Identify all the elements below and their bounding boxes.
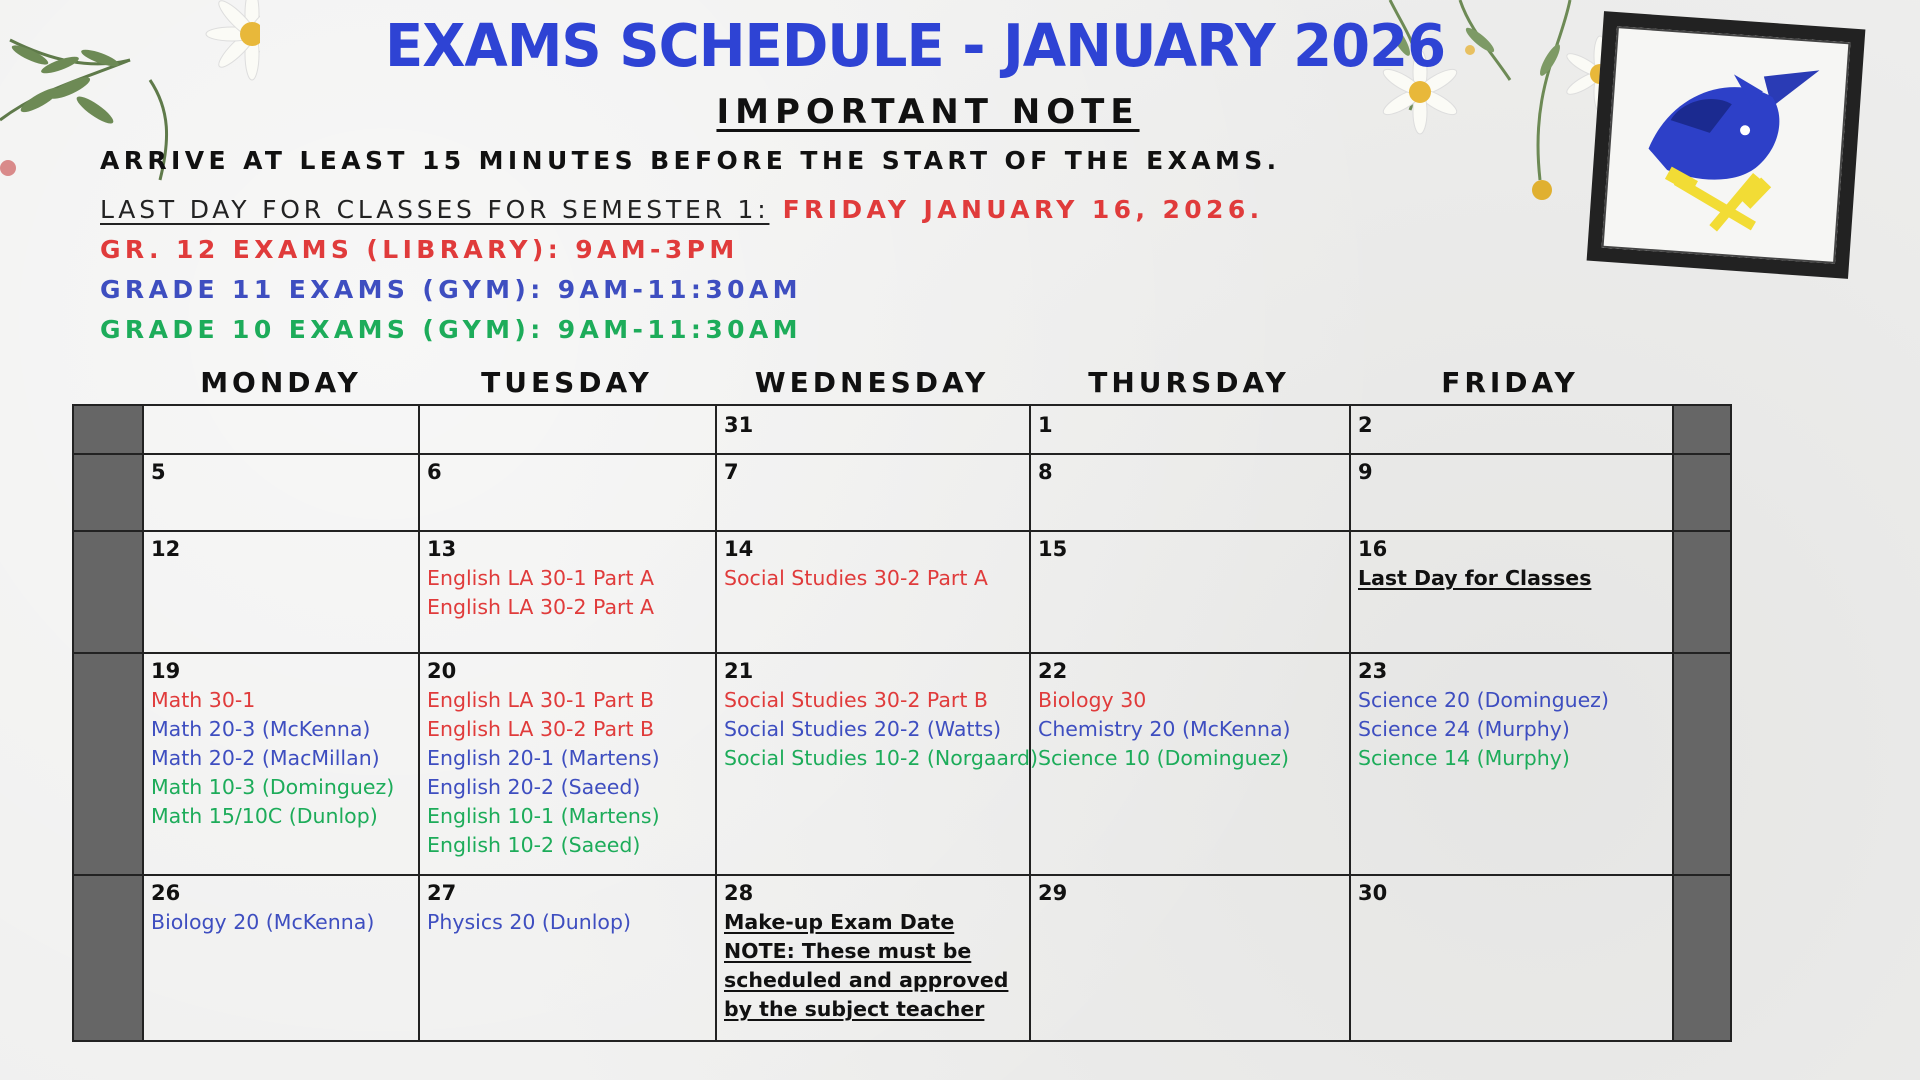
exam-entry: Chemistry 20 (McKenna) [1038,717,1291,741]
exam-entry: Math 30-1 [151,688,256,712]
weekend-column-left [74,406,142,1040]
date-number: 2 [1358,413,1373,437]
exam-entry: Social Studies 30-2 Part B [724,688,988,712]
calendar-note: Make-up Exam Date [724,910,955,934]
calendar-cell [1358,879,1387,908]
exam-entry: English LA 30-1 Part B [427,688,655,712]
date-number: 15 [1038,537,1068,561]
exam-entry: English 10-1 (Martens) [427,804,660,828]
grade11-note: GRADE 11 EXAMS (GYM): 9AM-11:30AM [100,275,802,304]
exam-entry: English 20-1 (Martens) [427,746,660,770]
date-number: 6 [427,460,442,484]
grid-line [715,406,717,1040]
grid-line [1672,406,1674,1040]
exam-entry: Social Studies 30-2 Part A [724,566,988,590]
calendar-cell [427,458,442,487]
exam-entry: Science 10 (Dominguez) [1038,746,1289,770]
last-day-value: FRIDAY JANUARY 16, 2026. [769,195,1264,224]
weekend-column-right [1674,406,1730,1040]
last-day-label: LAST DAY FOR CLASSES FOR SEMESTER 1: [100,195,770,224]
date-number: 14 [724,537,754,561]
calendar-cell [1038,657,1291,773]
exam-entry: Math 15/10C (Dunlop) [151,804,378,828]
date-number: 27 [427,881,457,905]
calendar-note: by the subject teacher [724,997,985,1021]
calendar-cell [427,657,660,860]
calendar-note: NOTE: These must be [724,939,972,963]
calendar-cell [724,879,1008,1024]
date-number: 12 [151,537,181,561]
calendar-note: Last Day for Classes [1358,566,1592,590]
important-note-heading: IMPORTANT NOTE [716,92,1140,132]
exam-entry: English LA 30-2 Part A [427,595,655,619]
date-number: 30 [1358,881,1388,905]
calendar-cell [1038,458,1053,487]
grid-line [74,874,1730,876]
day-header-friday: FRIDAY [1441,366,1579,399]
exam-entry: Biology 20 (McKenna) [151,910,375,934]
calendar-grid [72,404,1732,1042]
exam-entry: Social Studies 10-2 (Norgaard) [724,746,1039,770]
date-number: 13 [427,537,457,561]
grade10-note: GRADE 10 EXAMS (GYM): 9AM-11:30AM [100,315,802,344]
exam-entry: English LA 30-1 Part A [427,566,655,590]
arrive-note: ARRIVE AT LEAST 15 MINUTES BEFORE THE START OF THE EXAMS. [100,146,1281,175]
exam-entry: Math 20-2 (MacMillan) [151,746,380,770]
date-number: 20 [427,659,457,683]
calendar-cell [427,879,631,937]
exam-entry: Math 20-3 (McKenna) [151,717,371,741]
exam-entry: Social Studies 20-2 (Watts) [724,717,1002,741]
day-header-monday: MONDAY [200,366,362,399]
calendar-cell [1358,458,1373,487]
calendar-cell [151,879,374,937]
date-number: 8 [1038,460,1053,484]
exam-entry: English LA 30-2 Part B [427,717,655,741]
page-title: EXAMS SCHEDULE - JANUARY 2026 [384,12,1446,81]
exam-entry: Biology 30 [1038,688,1147,712]
calendar-cell [151,535,180,564]
date-number: 7 [724,460,739,484]
calendar-cell [1358,657,1609,773]
grid-line [1349,406,1351,1040]
exam-entry: Physics 20 (Dunlop) [427,910,631,934]
exam-entry: Math 10-3 (Dominguez) [151,775,395,799]
day-header-wednesday: WEDNESDAY [754,366,990,399]
day-header-thursday: THURSDAY [1088,366,1290,399]
date-number: 16 [1358,537,1388,561]
calendar-cell [1358,535,1591,593]
calendar-cell [1038,879,1067,908]
calendar-cell [1358,411,1373,440]
date-number: 31 [724,413,754,437]
date-number: 19 [151,659,181,683]
date-number: 1 [1038,413,1053,437]
calendar-cell [724,458,739,487]
calendar-note: scheduled and approved [724,968,1009,992]
exam-entry: English 10-2 (Saeed) [427,833,641,857]
date-number: 28 [724,881,754,905]
grid-line [418,406,420,1040]
date-number: 29 [1038,881,1068,905]
exam-entry: Science 20 (Dominguez) [1358,688,1609,712]
exam-entry: Science 24 (Murphy) [1358,717,1570,741]
date-number: 21 [724,659,754,683]
date-number: 23 [1358,659,1388,683]
date-number: 5 [151,460,166,484]
calendar-cell [151,657,394,831]
grid-line [74,453,1730,455]
calendar-cell [427,535,654,622]
calendar-cell [1038,535,1067,564]
grid-line [74,652,1730,654]
grid-line [74,530,1730,532]
calendar-cell [724,657,1038,773]
grade12-note: GR. 12 EXAMS (LIBRARY): 9AM-3PM [100,235,739,264]
date-number: 9 [1358,460,1373,484]
calendar-cell [1038,411,1053,440]
calendar-cell [724,411,753,440]
day-header-tuesday: TUESDAY [481,366,653,399]
calendar-cell [724,535,988,593]
exam-entry: Science 14 (Murphy) [1358,746,1570,770]
calendar-cell [151,458,166,487]
grid-line [142,406,144,1040]
exam-entry: English 20-2 (Saeed) [427,775,641,799]
date-number: 22 [1038,659,1068,683]
date-number: 26 [151,881,181,905]
last-day-note [100,195,1264,224]
